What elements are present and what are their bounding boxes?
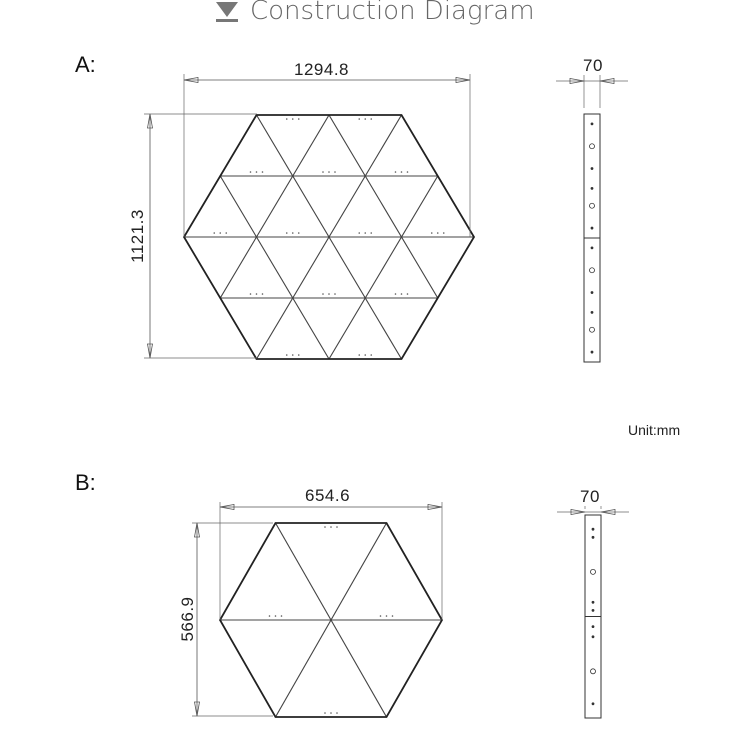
section-a-height-dimension: 1121.3: [128, 209, 147, 263]
section-a-width-dimension: 1294.8: [294, 60, 349, 79]
fastener-dot: [286, 118, 288, 120]
grid-line-diagonal: [462, 95, 631, 379]
section-a-thickness-dimension: 70: [583, 56, 603, 75]
pin-hole-icon: [592, 703, 594, 705]
fastener-dot: [407, 293, 409, 295]
pin-hole-icon: [592, 536, 594, 538]
fastener-dot: [358, 232, 360, 234]
fastener-dot: [358, 354, 360, 356]
fastener-dot: [250, 171, 252, 173]
section-b-width-dimension: 654.6: [305, 486, 351, 505]
fastener-dot: [370, 118, 372, 120]
pin-hole-icon: [591, 351, 593, 353]
fastener-dot: [213, 232, 215, 234]
fastener-dot: [407, 171, 409, 173]
fastener-dot: [328, 293, 330, 295]
section-b-thickness-dimension: 70: [580, 487, 600, 506]
pin-hole-icon: [592, 636, 594, 638]
fastener-dot: [324, 712, 326, 714]
grid-line-diagonal: [535, 95, 704, 379]
fastener-dot: [401, 293, 403, 295]
fastener-dot: [334, 293, 336, 295]
fastener-dot: [281, 615, 283, 617]
fastener-dot: [292, 354, 294, 356]
grid-line-diagonal: [27, 95, 196, 379]
pin-hole-icon: [592, 626, 594, 628]
fastener-dot: [322, 171, 324, 173]
fastener-dot: [292, 118, 294, 120]
fastener-dot: [256, 293, 258, 295]
pin-hole-icon: [592, 528, 594, 530]
fastener-dot: [262, 171, 264, 173]
fastener-dot: [370, 354, 372, 356]
grid-line-diagonal: [0, 95, 123, 379]
unit-label: Unit:mm: [628, 422, 681, 438]
fastener-dot: [392, 615, 394, 617]
fastener-dot: [364, 354, 366, 356]
grid-line-diagonal: [462, 95, 631, 379]
pin-hole-icon: [591, 292, 593, 294]
section-b-label: B:: [75, 470, 96, 495]
pin-hole-icon: [591, 227, 593, 229]
fastener-dot: [437, 232, 439, 234]
fastener-dot: [330, 712, 332, 714]
fastener-dot: [250, 293, 252, 295]
grid-line-diagonal: [0, 95, 123, 379]
fastener-dot: [256, 171, 258, 173]
fastener-dot: [262, 293, 264, 295]
page-title: Construction Diagram: [250, 0, 535, 26]
fastener-dot: [225, 232, 227, 234]
fastener-dot: [431, 232, 433, 234]
pin-hole-icon: [592, 609, 594, 611]
fastener-dot: [334, 171, 336, 173]
fastener-dot: [443, 232, 445, 234]
fastener-dot: [219, 232, 221, 234]
grid-line-diagonal: [42, 503, 176, 737]
fastener-dot: [298, 118, 300, 120]
fastener-dot: [364, 232, 366, 234]
fastener-dot: [286, 354, 288, 356]
fastener-dot: [395, 171, 397, 173]
pin-hole-icon: [591, 311, 593, 313]
pin-hole-icon: [592, 601, 594, 603]
fastener-dot: [292, 232, 294, 234]
fastener-dot: [330, 526, 332, 528]
fastener-dot: [286, 232, 288, 234]
section-a-label: A:: [75, 52, 96, 77]
fastener-dot: [275, 615, 277, 617]
fastener-dot: [324, 526, 326, 528]
fastener-dot: [401, 171, 403, 173]
fastener-dot: [336, 712, 338, 714]
fastener-dot: [269, 615, 271, 617]
fastener-dot: [386, 615, 388, 617]
fastener-dot: [328, 171, 330, 173]
pin-hole-icon: [591, 123, 593, 125]
fastener-dot: [358, 118, 360, 120]
pin-hole-icon: [591, 168, 593, 170]
fastener-dot: [380, 615, 382, 617]
pin-hole-icon: [591, 247, 593, 249]
section-b-height-dimension: 566.9: [178, 596, 197, 642]
fastener-dot: [322, 293, 324, 295]
grid-line-diagonal: [535, 95, 704, 379]
fastener-dot: [364, 118, 366, 120]
fastener-dot: [370, 232, 372, 234]
grid-line-diagonal: [27, 95, 196, 379]
grid-line-diagonal: [42, 503, 176, 737]
fastener-dot: [395, 293, 397, 295]
fastener-dot: [298, 232, 300, 234]
fastener-dot: [336, 526, 338, 528]
hexB-triangle-grid: [42, 503, 620, 737]
fastener-dot: [298, 354, 300, 356]
pin-hole-icon: [591, 187, 593, 189]
